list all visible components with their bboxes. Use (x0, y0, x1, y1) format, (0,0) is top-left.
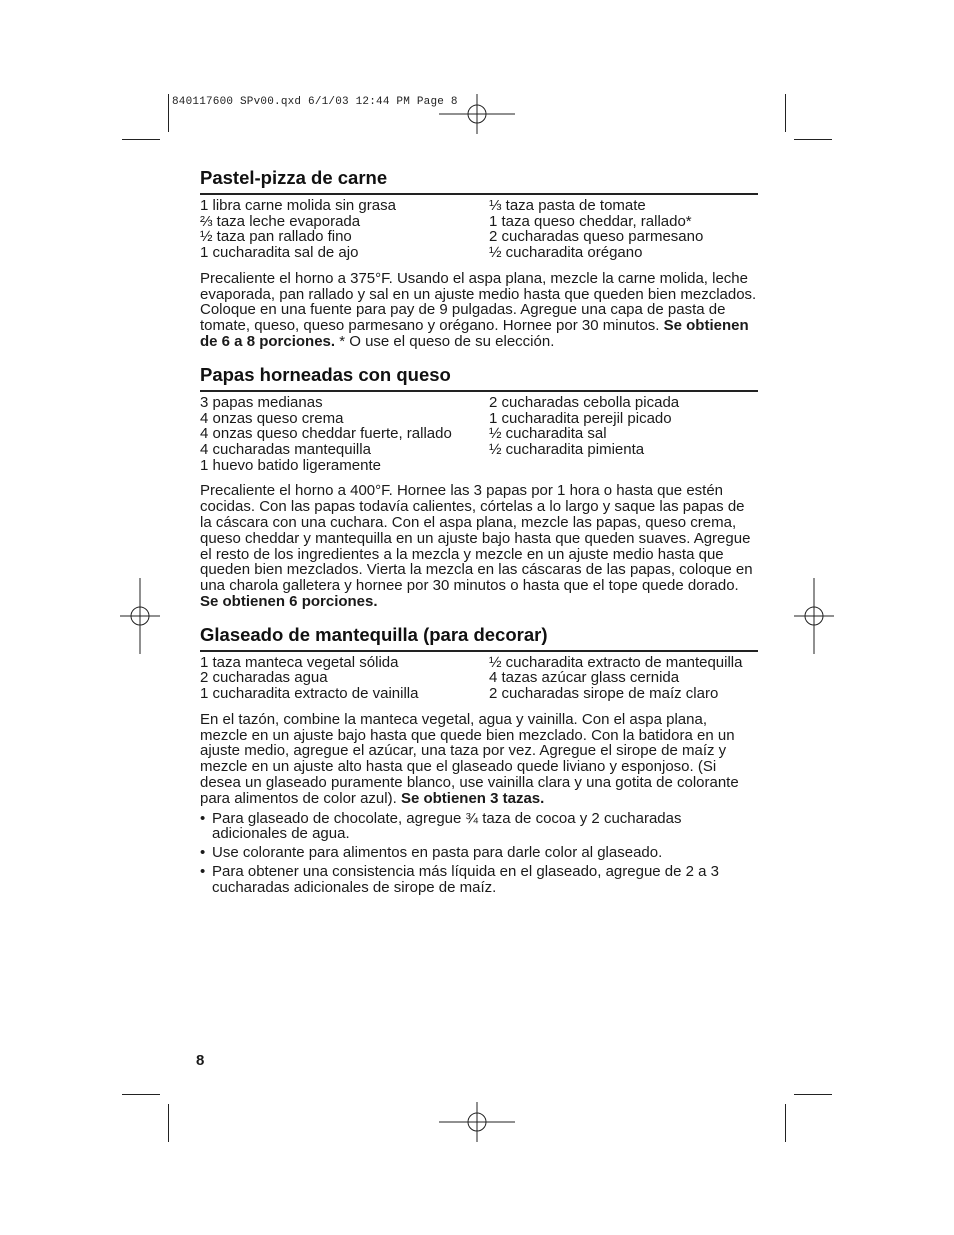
ingredient: ½ cucharadita sal (489, 425, 607, 443)
method-text: En el tazón, combine la manteca vegetal, agua y vainilla. Con el aspa plana, mezcle en un ajuste bajo hasta que quede bien mezclado. Con la batidora en un ajuste medio, agregue el azúcar, una taza por vez. Agregue el sirope de maíz y mezcle en un ajuste alto hasta que el glaseado quede liviano y esponjoso. (Si desea un glaseado puramente blanco, use vainilla clara y una gotita de colorante para alimentos de color azul). (200, 710, 739, 807)
ingredient: 2 cucharadas cebolla picada (489, 393, 680, 411)
ingredient: 2 cucharadas sirope de maíz claro (489, 685, 719, 703)
ingredient: 2 cucharadas queso parmesano (489, 228, 704, 246)
recipe-title: Glaseado de mantequilla (para decorar) (200, 623, 758, 652)
ingredient: ⅔ taza leche evaporada (200, 212, 361, 230)
crop-mark-bottom-right-v (785, 1104, 786, 1142)
ingredient: 4 onzas queso crema (200, 409, 344, 427)
ingredient: 4 tazas azúcar glass cernida (489, 669, 680, 687)
registration-mark-right (776, 578, 852, 654)
ingredient: 3 papas medianas (200, 393, 323, 411)
recipe-title: Pastel-pizza de carne (200, 166, 758, 195)
ingredient: 1 taza manteca vegetal sólida (200, 653, 399, 671)
recipe-pastel-pizza (200, 166, 758, 350)
registration-mark-bottom (439, 1084, 515, 1160)
recipe-method (200, 271, 758, 350)
ingredient-column-right (489, 655, 758, 702)
ingredient-column-left (200, 395, 489, 474)
ingredient: 2 cucharadas agua (200, 669, 328, 687)
ingredient: 4 onzas queso cheddar fuerte, rallado (200, 425, 452, 443)
method-text: Precaliente el horno a 400°F. Hornee las 3 papas por 1 hora o hasta que estén cocidas. Con las papas todavía calientes, córtelas a lo largo y saque las papas de la cáscara con una cuchara. Con el aspa plana, mezcle las papas, queso crema, queso cheddar y mantequilla en un ajuste bajo hasta que queden suaves. Agregue el resto de los ingredientes a la mezcla y mezcle en un ajuste medio hasta que queden bien mezclados. Vierta la mezcla en las cáscaras de las papas, coloque en una charola galletera y hornee por 30 minutos o hasta que el tope quede dorado. (200, 482, 753, 595)
recipe-papas-horneadas (200, 363, 758, 610)
ingredient: 4 cucharadas mantequilla (200, 440, 371, 458)
recipe-method (200, 483, 758, 609)
crop-mark-bottom-right-h (794, 1094, 832, 1095)
ingredient: ½ cucharadita orégano (489, 244, 643, 262)
crop-mark-bottom-left-v (168, 1104, 169, 1142)
ingredient: 1 taza queso cheddar, rallado* (489, 212, 692, 230)
tip-item: • Use colorante para alimentos en pasta para darle color al glaseado. (200, 845, 758, 861)
crop-mark-bottom-left-h (122, 1094, 160, 1095)
recipe-title: Papas horneadas con queso (200, 363, 758, 392)
ingredient-column-right (489, 395, 758, 474)
ingredient: ½ taza pan rallado fino (200, 228, 352, 246)
ingredient-list (200, 395, 758, 474)
ingredient-list (200, 198, 758, 261)
recipe-glaseado (200, 623, 758, 896)
tips-list (200, 811, 758, 896)
ingredient: 1 cucharadita extracto de vainilla (200, 685, 419, 703)
tip-item: • Para glaseado de chocolate, agregue ¾ taza de cocoa y 2 cucharadas adicionales de agua. (200, 811, 758, 843)
recipe-note: * O use el queso de su elección. (339, 333, 555, 350)
ingredient: 1 libra carne molida sin grasa (200, 197, 396, 214)
ingredient-list (200, 655, 758, 702)
recipe-page (200, 166, 758, 909)
ingredient: ⅓ taza pasta de tomate (489, 197, 646, 214)
method-text: Precaliente el horno a 375°F. Usando el aspa plana, mezcle la carne molida, leche evaporada, pan rallado y sal en un ajuste medio hasta que queden bien mezclados. Coloque en una fuente para pay de 9 pulgadas. Agregue una capa de pasta de tomate, queso, queso parmesano y orégano. Hornee por 30 minutos. (200, 269, 757, 335)
recipe-yield: Se obtienen 3 tazas. (400, 789, 545, 807)
registration-mark-left (102, 578, 178, 654)
ingredient: ½ cucharadita pimienta (489, 440, 645, 458)
ingredient: 1 huevo batido ligeramente (200, 456, 381, 474)
recipe-yield: Se obtienen 6 porciones. (200, 592, 378, 610)
print-slug: 840117600 SPv00.qxd 6/1/03 12:44 PM Page 8 (172, 96, 458, 108)
crop-mark-top-left-v (168, 94, 169, 132)
ingredient: 1 cucharadita perejil picado (489, 409, 672, 427)
page-number: 8 (196, 1052, 205, 1069)
ingredient: 1 cucharadita sal de ajo (200, 244, 359, 262)
crop-mark-top-left-h (122, 139, 160, 140)
ingredient-column-left (200, 198, 489, 261)
tip-item: • Para obtener una consistencia más líquida en el glaseado, agregue de 2 a 3 cucharadas adicionales de sirope de maíz. (200, 864, 758, 896)
recipe-method (200, 712, 758, 807)
recipe-yield: Se obtienen de 6 a 8 porciones. (200, 317, 749, 350)
ingredient: ½ cucharadita extracto de mantequilla (489, 653, 743, 671)
crop-mark-top-right-v (785, 94, 786, 132)
ingredient-column-right (489, 198, 758, 261)
ingredient-column-left (200, 655, 489, 702)
crop-mark-top-right-h (794, 139, 832, 140)
registration-mark-top (439, 76, 515, 152)
